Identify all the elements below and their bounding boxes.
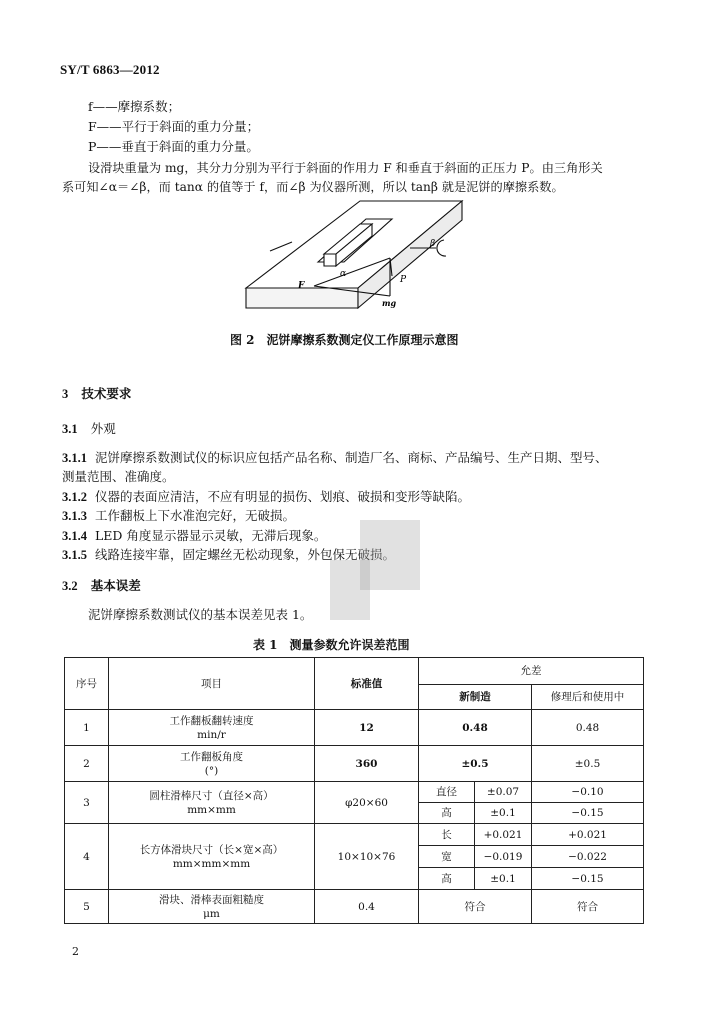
cell-used: −0.15 [532, 803, 644, 824]
header-std: 标准值 [315, 658, 419, 710]
cell-dim: 宽 [419, 846, 475, 868]
cell-item [109, 782, 315, 824]
P-label: P [400, 275, 407, 285]
cell-used: 0.48 [532, 710, 644, 746]
cell-item [109, 824, 315, 890]
cell-new: ±0.07 [475, 782, 532, 803]
cell-item [109, 710, 315, 746]
clause-text: 仪器的表面应清洁，不应有明显的损伤、划痕、破损和变形等缺陷。 [94, 489, 470, 504]
cell-used: +0.021 [532, 824, 644, 846]
clause-text: 工作翻板上下水准泡完好，无破损。 [94, 508, 295, 523]
clause-number: 3.1.4 [62, 529, 87, 543]
cell-new: ±0.5 [419, 746, 532, 782]
definition-P: P——垂直于斜面的重力分量。 [88, 139, 259, 154]
cell-dim: 高 [419, 803, 475, 824]
item-name: 工作翻板翻转速度 [169, 714, 254, 727]
cell-new: ±0.1 [475, 803, 532, 824]
cell-used: ±0.5 [532, 746, 644, 782]
clause-3-1-4 [62, 527, 326, 545]
cell-used: −0.022 [532, 846, 644, 868]
item-unit: mm×mm×mm [172, 857, 251, 870]
item-name: 长方体滑块尺寸（长×宽×高） [139, 843, 284, 856]
table-row [65, 824, 644, 846]
clause-number: 3.1.3 [62, 509, 87, 523]
section-3-2-text: 泥饼摩擦系数测试仪的基本误差见表 1。 [88, 607, 313, 622]
section-number: 3 [62, 387, 69, 401]
table-caption: 表 1 测量参数允许误差范围 [253, 638, 410, 652]
cell-new: +0.021 [475, 824, 532, 846]
section-title: 外观 [90, 421, 116, 436]
cell-dim: 高 [419, 868, 475, 890]
principle-diagram [240, 196, 470, 326]
clause-3-1-3 [62, 507, 295, 525]
cell-dim: 长 [419, 824, 475, 846]
cell-seq: 5 [65, 890, 109, 924]
header-new: 新制造 [419, 685, 532, 710]
table-row [65, 890, 644, 924]
item-unit: μm [203, 907, 220, 920]
header-seq: 序号 [65, 658, 109, 710]
header-tolerance: 允差 [419, 658, 644, 685]
item-name: 圆柱滑棒尺寸（直径×高） [149, 789, 274, 802]
section-3-1-heading [62, 419, 116, 437]
cell-new: ±0.1 [475, 868, 532, 890]
mg-label: mg [382, 298, 397, 308]
cell-used: 符合 [532, 890, 644, 924]
tolerance-table [64, 657, 644, 924]
section-title: 基本误差 [90, 578, 141, 593]
paragraph-line-2: 系可知∠α＝∠β，而 tanα 的值等于 f，而∠β 为仪器所测，所以 tanβ 就是泥饼的摩擦系数。 [62, 180, 564, 194]
cell-seq: 1 [65, 710, 109, 746]
table-row [65, 746, 644, 782]
cell-new: −0.019 [475, 846, 532, 868]
header-used: 修理后和使用中 [532, 685, 644, 710]
clause-3-1-1-cont: 测量范围、准确度。 [62, 469, 175, 484]
paragraph-line-1: 设滑块重量为 mg，其分力分别为平行于斜面的作用力 F 和垂直于斜面的正压力 P。由三角形关 [88, 161, 603, 175]
section-3-2-heading [62, 576, 141, 594]
cell-seq: 3 [65, 782, 109, 824]
cell-used: −0.15 [532, 868, 644, 890]
clause-number: 3.1.2 [62, 490, 87, 504]
item-name: 滑块、滑棒表面粗糙度 [159, 893, 264, 906]
page-number: 2 [72, 945, 79, 958]
cell-std: 12 [315, 710, 419, 746]
F-label: F [298, 281, 305, 291]
cell-item [109, 746, 315, 782]
definition-f: f——摩擦系数； [88, 99, 181, 114]
beta-label: β [430, 239, 436, 249]
section-title: 技术要求 [81, 386, 132, 401]
clause-number: 3.1.1 [62, 451, 87, 465]
item-name: 工作翻板角度 [180, 750, 243, 763]
cell-new: 符合 [419, 890, 532, 924]
clause-3-1-2 [62, 488, 470, 506]
document-code: SY/T 6863—2012 [60, 62, 160, 77]
item-unit: mm×mm [187, 803, 236, 816]
table-row [65, 710, 644, 746]
table-row [65, 782, 644, 803]
cell-new: 0.48 [419, 710, 532, 746]
cell-std: 10×10×76 [315, 824, 419, 890]
header-item: 项目 [109, 658, 315, 710]
definition-F: F——平行于斜面的重力分量； [88, 119, 260, 134]
cell-std: φ20×60 [315, 782, 419, 824]
cell-seq: 2 [65, 746, 109, 782]
section-3-heading [62, 384, 131, 402]
clause-3-1-1 [62, 449, 607, 467]
cell-std: 0.4 [315, 890, 419, 924]
figure-caption: 图 2 泥饼摩擦系数测定仪工作原理示意图 [230, 333, 459, 347]
scan-noise [330, 560, 370, 620]
alpha-label: α [340, 269, 347, 279]
clause-text: 线路连接牢靠，固定螺丝无松动现象，外包保无破损。 [94, 547, 395, 562]
table-header-row [65, 658, 644, 685]
item-unit: min/r [197, 728, 226, 741]
clause-number: 3.1.5 [62, 548, 87, 562]
cell-used: −0.10 [532, 782, 644, 803]
clause-text: LED 角度显示器显示灵敏，无滞后现象。 [94, 528, 327, 543]
cell-seq: 4 [65, 824, 109, 890]
clause-text: 泥饼摩擦系数测试仪的标识应包括产品名称、制造厂名、商标、产品编号、生产日期、型号、 [94, 450, 608, 465]
section-number: 3.1 [62, 422, 78, 436]
cell-std: 360 [315, 746, 419, 782]
item-unit: (°) [204, 764, 219, 777]
cell-dim: 直径 [419, 782, 475, 803]
cell-item [109, 890, 315, 924]
section-number: 3.2 [62, 579, 78, 593]
